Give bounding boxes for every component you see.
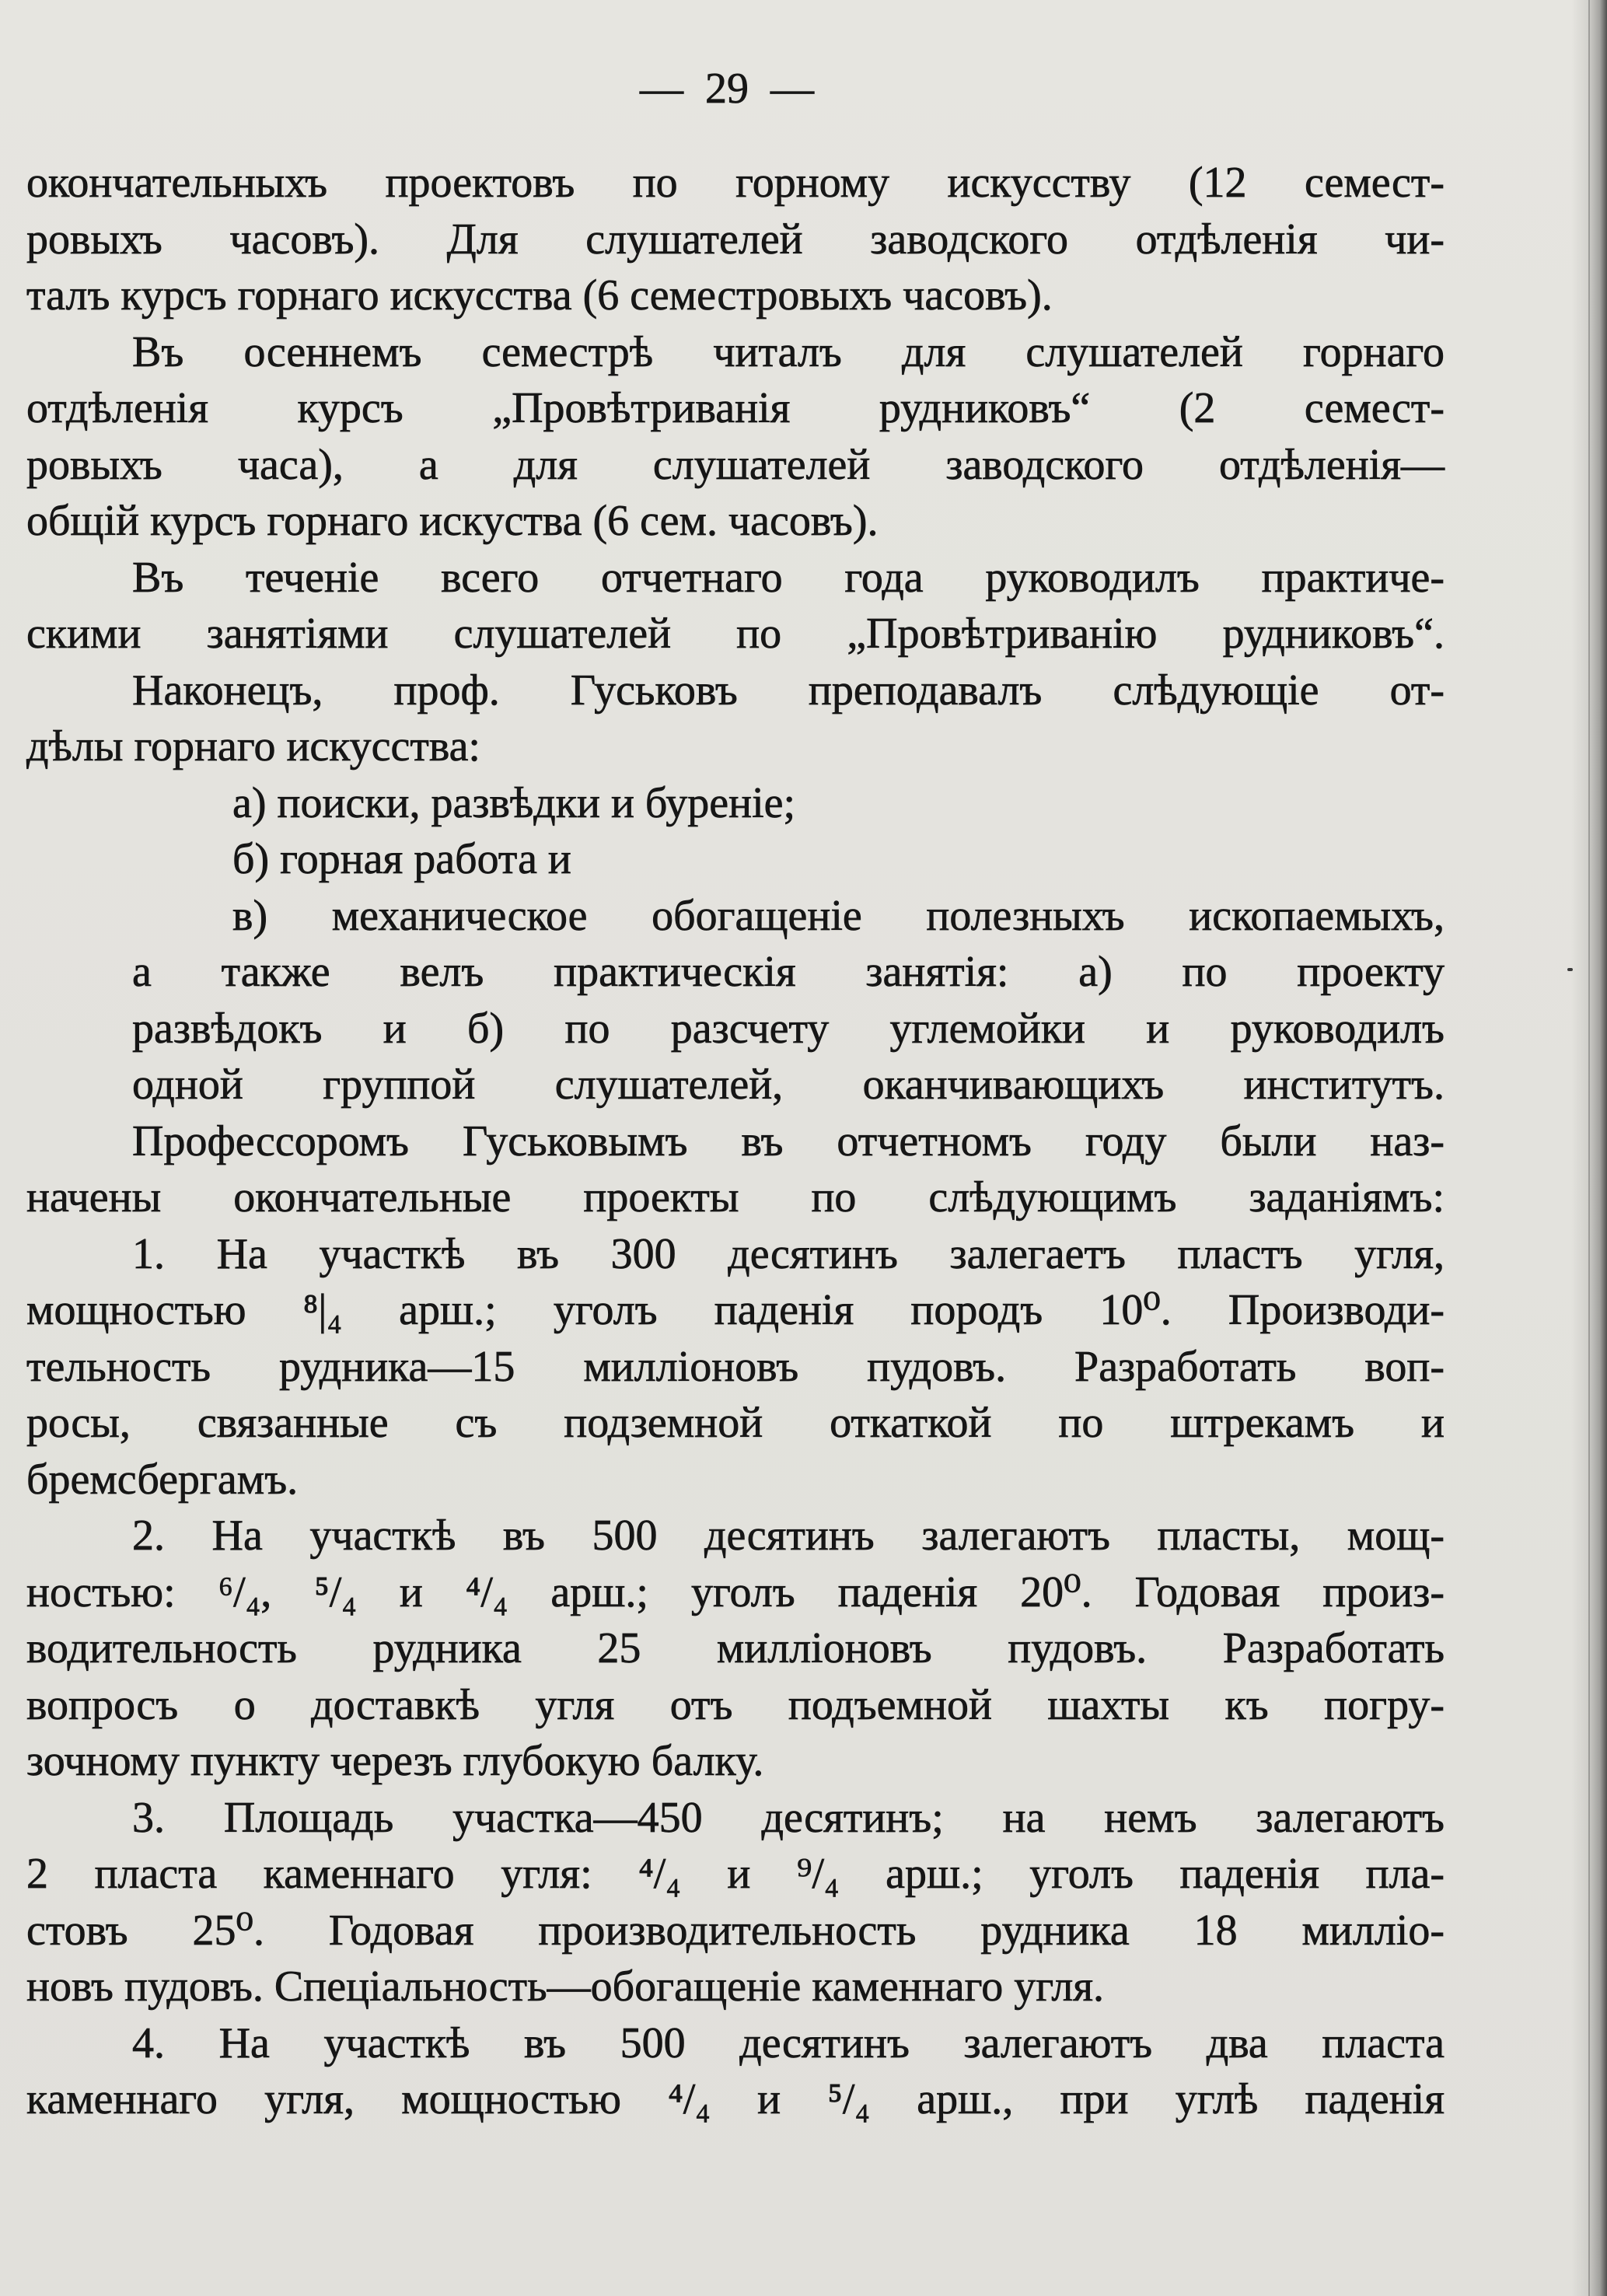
task-item-3 (26, 1790, 1445, 2015)
text-body (26, 155, 1445, 2128)
text-line: 2 пласта каменнаго угля: ⁴/₄ и ⁹/₄ арш.; уголъ паденія пла- (26, 1850, 1445, 1898)
text-line: ровыхъ часа), а для слушателей заводского отдѣленія— (26, 440, 1445, 489)
paragraph (26, 324, 1445, 550)
text-line: Профессоромъ Гуськовымъ въ отчетномъ году были наз- (132, 1117, 1445, 1165)
text-line: талъ курсъ горнаго искусства (6 семестровыхъ часовъ). (26, 271, 1053, 320)
text-line: а также велъ практическія занятія: а) по проекту (132, 948, 1445, 996)
list-item: в) механическое обогащеніе полезныхъ ископаемыхъ, (232, 891, 1445, 940)
task-item-2 (26, 1508, 1445, 1790)
page-edge-line (1588, 0, 1590, 2296)
list-continuation (26, 944, 1445, 1113)
text-line: 1. На участкѣ въ 300 десятинъ залегаетъ пластъ угля, (132, 1229, 1445, 1278)
text-line: мощностью ⁸|₄ арш.; уголъ паденія породъ 10⁰. Производи- (26, 1286, 1445, 1334)
list-item: а) поиски, развѣдки и буреніе; (232, 778, 796, 827)
text-line: Наконецъ, проф. Гуськовъ преподавалъ слѣдующіе от- (132, 666, 1445, 715)
text-line: общій курсъ горнаго искуства (6 сем. часовъ). (26, 497, 879, 545)
text-line: ностью: ⁶/₄, ⁵/₄ и ⁴/₄ арш.; уголъ паденія 20⁰. Годовая произ- (26, 1567, 1445, 1616)
text-line: тельность рудника—15 милліоновъ пудовъ. Разработать воп- (26, 1342, 1445, 1391)
text-line: вопросъ о доставкѣ угля отъ подъемной шахты къ погру- (26, 1680, 1445, 1729)
text-line: Въ осеннемъ семестрѣ читалъ для слушателей горнаго (132, 327, 1445, 376)
text-line: 3. Площадь участка—450 десятинъ; на немъ залегаютъ (132, 1793, 1445, 1842)
paragraph (26, 155, 1445, 324)
paragraph (26, 662, 1445, 775)
text-line: водительность рудника 25 милліоновъ пудовъ. Разработать (26, 1624, 1445, 1672)
text-line: 4. На участкѣ въ 500 десятинъ залегаютъ два пласта (132, 2018, 1445, 2067)
text-line: стовъ 25⁰. Годовая производительность рудника 18 милліо- (26, 1906, 1445, 1955)
text-line: каменнаго угля, мощностью ⁴/₄ и ⁵/₄ арш., при углѣ паденія (26, 2075, 1445, 2123)
text-line: дѣлы горнаго искусства: (26, 722, 480, 771)
text-line: зочному пункту черезъ глубокую балку. (26, 1737, 764, 1785)
task-item-4 (26, 2015, 1445, 2128)
scan-speck (1567, 968, 1573, 971)
text-line: окончательныхъ проектовъ по горному искусству (12 семест- (26, 159, 1445, 207)
text-line: развѣдокъ и б) по разсчету углемойки и руководилъ (132, 1004, 1445, 1053)
text-line: росы, связанные съ подземной откаткой по штрекамъ и (26, 1399, 1445, 1447)
text-line: начены окончательные проекты по слѣдующимъ заданіямъ: (26, 1173, 1445, 1221)
text-line: Въ теченіе всего отчетнаго года руководилъ практиче- (132, 553, 1445, 602)
text-line: новъ пудовъ. Спеціальность—обогащеніе каменнаго угля. (26, 1962, 1105, 2011)
paragraph (26, 1113, 1445, 1226)
text-line: бремсбергамъ. (26, 1455, 299, 1504)
text-line: одной группой слушателей, оканчивающихъ институтъ. (132, 1061, 1445, 1109)
page-number: — 29 — (640, 65, 814, 113)
text-line: ровыхъ часовъ). Для слушателей заводского отдѣленія чи- (26, 215, 1445, 264)
list-item: б) горная работа и (232, 835, 571, 883)
text-line: 2. На участкѣ въ 500 десятинъ залегаютъ пласты, мощ- (132, 1511, 1445, 1560)
task-item-1 (26, 1226, 1445, 1508)
text-line: отдѣленія курсъ „Провѣтриванія рудниковъ“ (2 семест- (26, 384, 1445, 432)
paragraph (26, 550, 1445, 662)
text-line: скими занятіями слушателей по „Провѣтриванію рудниковъ“. (26, 610, 1445, 658)
subject-list (26, 775, 1445, 945)
